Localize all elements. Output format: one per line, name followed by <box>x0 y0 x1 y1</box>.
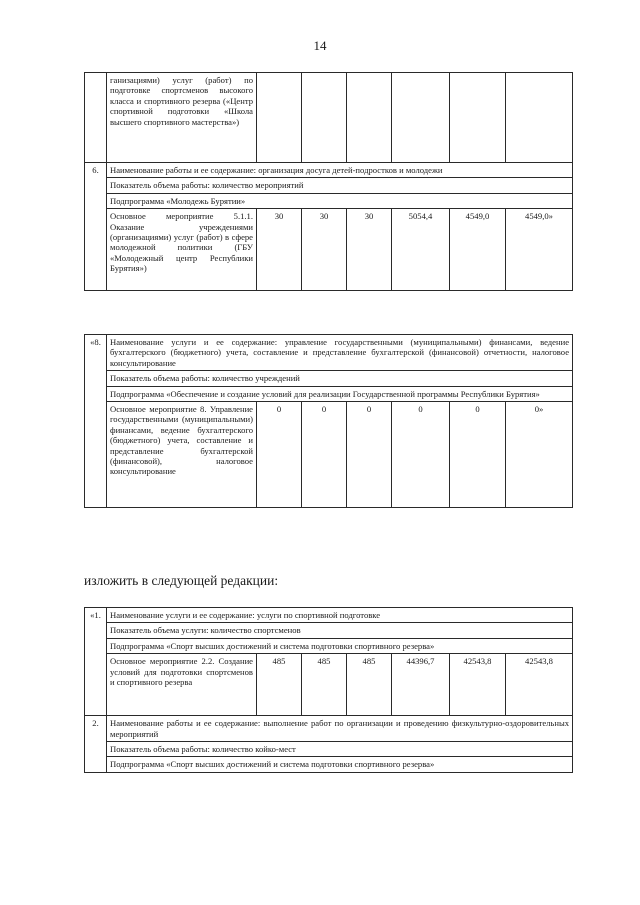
work-title: Наименование работы и ее содержание: организация досуга детей-подростков и молодежи <box>107 163 573 178</box>
table-row <box>85 638 573 653</box>
value-cell: 30 <box>347 209 392 291</box>
value-cell: 42543,8 <box>506 654 573 716</box>
table-row <box>85 209 573 291</box>
work-title: Наименование работы и ее содержание: выполнение работ по организации и проведению физкультурно-оздоровительных мероприятий <box>107 716 573 742</box>
value-cell: 485 <box>302 654 347 716</box>
subprogram-text: Подпрограмма «Спорт высших достижений и система подготовки спортивного резерва» <box>107 757 573 772</box>
description-cell: Основное мероприятие 2.2. Создание условий для подготовки спортсменов и спортивного резерва <box>107 654 257 716</box>
indicator-text: Показатель объема работы: количество учреждений <box>107 371 573 386</box>
table-row <box>85 178 573 193</box>
value-cell: 42543,8 <box>450 654 506 716</box>
table-row <box>85 386 573 401</box>
table-row <box>85 742 573 757</box>
table-row <box>85 335 573 371</box>
service-title: Наименование услуги и ее содержание: услуги по спортивной подготовке <box>107 608 573 623</box>
subprogram-text: Подпрограмма «Молодежь Бурятии» <box>107 193 573 208</box>
table-continuation <box>84 72 573 291</box>
description-cell: ганизациями) услуг (работ) по подготовке спортсменов высокого класса и спортивного резерва («Центр спортивной подготовки «Школа высшего спортивного мастерства») <box>107 73 257 163</box>
row-number: 2. <box>85 716 107 773</box>
table-row <box>85 716 573 742</box>
row-number: «1. <box>85 608 107 716</box>
indicator-text: Показатель объема работы: количество койко-мест <box>107 742 573 757</box>
value-cell: 30 <box>302 209 347 291</box>
service-title: Наименование услуги и ее содержание: управление государственными (муниципальными) финансами, ведение бухгалтерского (бюджетного) учета, составление и представление бухгалтерской (финансовой) отчетности, налоговое консультирование <box>107 335 573 371</box>
page-number: 14 <box>313 38 327 53</box>
value-cell: 4549,0» <box>506 209 573 291</box>
value-cell: 0 <box>347 402 392 508</box>
section-heading: изложить в следующей редакции: <box>84 573 279 588</box>
indicator-text: Показатель объема работы: количество мероприятий <box>107 178 573 193</box>
index-cell <box>85 73 107 163</box>
description-cell: Основное мероприятие 5.1.1. Оказание учреждениями (организациями) услуг (работ) в сфере молодежной политики (ГБУ «Молодежный центр Республики Бурятия») <box>107 209 257 291</box>
value-cell: 0 <box>450 402 506 508</box>
value-cell: 485 <box>347 654 392 716</box>
subprogram-text: Подпрограмма «Спорт высших достижений и система подготовки спортивного резерва» <box>107 638 573 653</box>
value-cell: 0 <box>392 402 450 508</box>
table-new-edition <box>84 607 573 773</box>
row-number: 6. <box>85 163 107 291</box>
table-row <box>85 402 573 508</box>
table-row <box>85 654 573 716</box>
table-row <box>85 73 573 163</box>
value-cell: 0» <box>506 402 573 508</box>
table-row <box>85 371 573 386</box>
indicator-text: Показатель объема услуги: количество спортсменов <box>107 623 573 638</box>
value-cell: 0 <box>302 402 347 508</box>
table-row <box>85 163 573 178</box>
table-row <box>85 193 573 208</box>
table-row <box>85 608 573 623</box>
subprogram-text: Подпрограмма «Обеспечение и создание условий для реализации Государственной программы Республики Бурятия» <box>107 386 573 401</box>
table-row <box>85 757 573 772</box>
value-cell: 5054,4 <box>392 209 450 291</box>
value-cell: 30 <box>257 209 302 291</box>
table-item-8 <box>84 334 573 508</box>
value-cell: 0 <box>257 402 302 508</box>
description-cell: Основное мероприятие 8. Управление государственными (муниципальными) финансами, ведение бухгалтерского (бюджетного) учета, составление и представление бухгалтерской (финансовой), налоговое консультирование <box>107 402 257 508</box>
table-row <box>85 623 573 638</box>
value-cell: 44396,7 <box>392 654 450 716</box>
row-number: «8. <box>85 335 107 508</box>
value-cell: 4549,0 <box>450 209 506 291</box>
value-cell: 485 <box>257 654 302 716</box>
